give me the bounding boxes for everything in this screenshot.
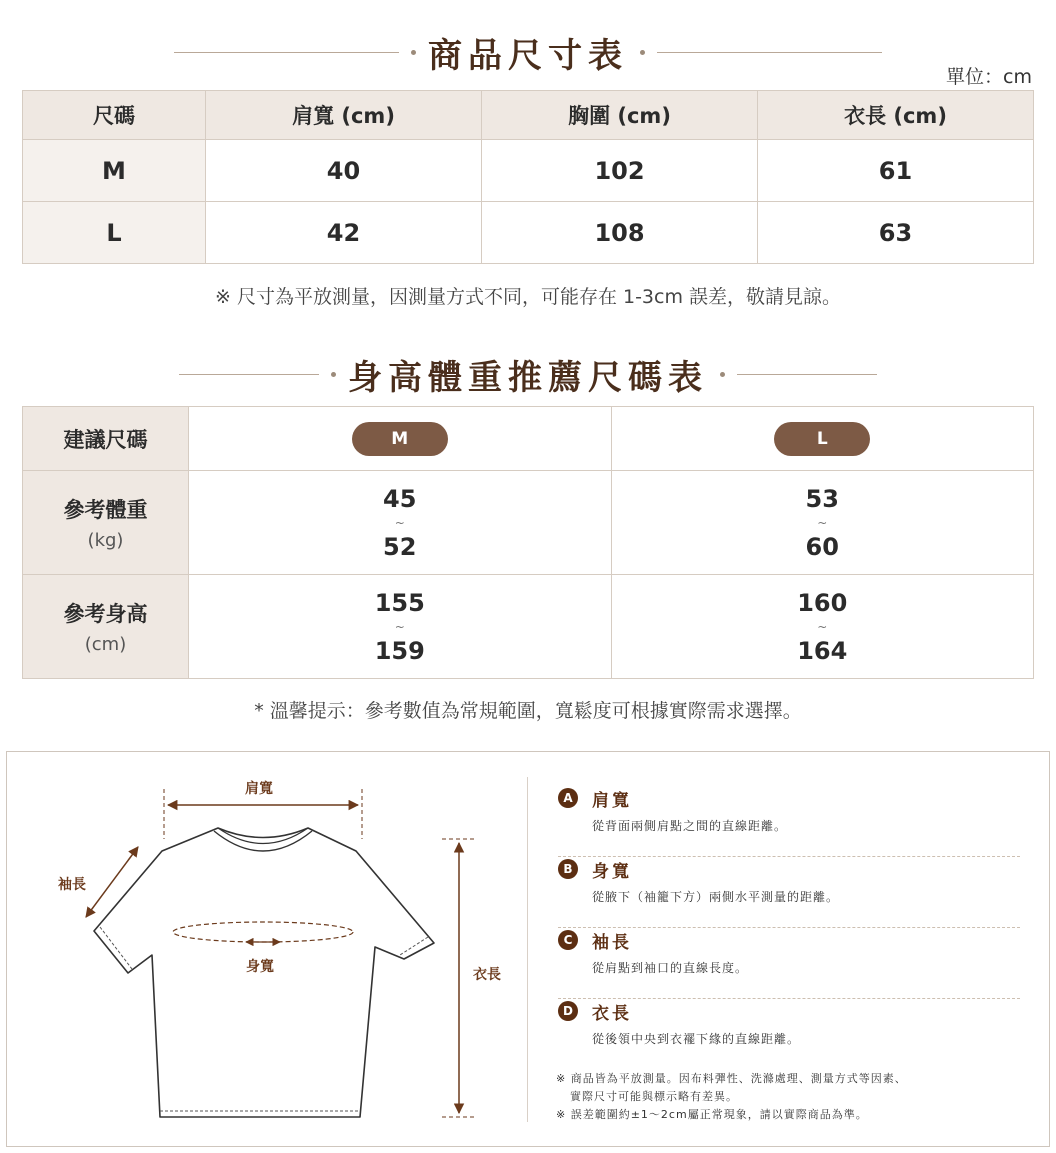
weight-unit: (kg) <box>87 530 124 551</box>
divider <box>174 52 399 53</box>
label-length: 衣長 <box>473 967 501 983</box>
list-item <box>558 999 1020 1069</box>
divider <box>737 374 877 375</box>
badge-a: A <box>558 788 578 808</box>
cell-chest: 102 <box>482 140 758 202</box>
badge-d: D <box>558 1001 578 1021</box>
table-row <box>23 202 1034 264</box>
header-chest: 胸圍 (cm) <box>482 91 758 140</box>
size-table <box>22 90 1034 264</box>
tilde: ~ <box>394 515 405 530</box>
dot-ornament <box>720 372 725 377</box>
cell-shoulder: 40 <box>206 140 482 202</box>
weight-max: 52 <box>383 532 417 561</box>
cell-length: 63 <box>758 202 1034 264</box>
table-header-row <box>23 91 1034 140</box>
size-pill-l: L <box>774 422 870 456</box>
header-size: 尺碼 <box>23 91 206 140</box>
badge-b: B <box>558 859 578 879</box>
table-row <box>23 575 1034 679</box>
dot-ornament <box>331 372 336 377</box>
rec-table-heading <box>0 350 1056 399</box>
footnote: ※ 商品皆為平放測量。因布料彈性、洗滌處理、測量方式等因素、 <box>556 1072 907 1085</box>
cell-size: L <box>23 202 206 264</box>
tilde: ~ <box>817 619 828 634</box>
table-row <box>23 140 1034 202</box>
divider <box>179 374 319 375</box>
label-chest: 身寬 <box>246 959 274 975</box>
recommendation-table <box>22 406 1034 679</box>
height-min: 155 <box>374 588 425 617</box>
dot-ornament <box>640 50 645 55</box>
divider <box>657 52 882 53</box>
list-item <box>558 786 1020 857</box>
height-min: 160 <box>797 588 848 617</box>
cell-height-l <box>611 575 1034 679</box>
weight-min: 45 <box>383 484 417 513</box>
size-table-title: 商品尺寸表 <box>428 36 628 76</box>
label-sleeve: 袖長 <box>58 877 86 893</box>
header-suggested-size: 建議尺碼 <box>23 407 189 471</box>
cell-length: 61 <box>758 140 1034 202</box>
cell-height-m <box>189 575 612 679</box>
size-table-heading <box>0 28 1056 77</box>
cell-size-l <box>611 407 1034 471</box>
item-title: 身寬 <box>592 862 632 882</box>
list-item <box>558 857 1020 928</box>
panel-divider <box>527 777 528 1122</box>
height-unit: (cm) <box>84 634 127 655</box>
height-max: 164 <box>797 636 848 665</box>
header-height <box>23 575 189 679</box>
rec-table-title: 身高體重推薦尺碼表 <box>348 358 708 398</box>
item-desc: 從腋下（袖籠下方）兩側水平測量的距離。 <box>592 890 840 904</box>
cell-size: M <box>23 140 206 202</box>
cell-size-m <box>189 407 612 471</box>
item-desc: 從肩點到袖口的直線長度。 <box>592 961 749 975</box>
tilde: ~ <box>817 515 828 530</box>
list-item <box>558 928 1020 999</box>
height-label: 參考身高 <box>63 602 148 626</box>
cell-weight-m <box>189 471 612 575</box>
item-title: 衣長 <box>592 1004 632 1024</box>
item-desc: 從背面兩側肩點之間的直線距離。 <box>592 819 788 833</box>
table-row <box>23 471 1034 575</box>
tilde: ~ <box>394 619 405 634</box>
footnote: ※ 誤差範圍約±1～2cm屬正常現象，請以實際商品為準。 <box>556 1108 868 1121</box>
item-title: 袖長 <box>592 933 632 953</box>
rec-table-note: * 溫馨提示：參考數值為常規範圍，寬鬆度可根據實際需求選擇。 <box>254 700 802 722</box>
measurement-list <box>558 786 1020 1069</box>
header-shoulder: 肩寬 (cm) <box>206 91 482 140</box>
label-shoulder: 肩寬 <box>245 781 273 797</box>
cell-chest: 108 <box>482 202 758 264</box>
dot-ornament <box>411 50 416 55</box>
tshirt-diagram <box>0 751 527 1147</box>
header-length: 衣長 (cm) <box>758 91 1034 140</box>
table-row <box>23 407 1034 471</box>
size-pill-m: M <box>352 422 448 456</box>
height-max: 159 <box>374 636 425 665</box>
badge-c: C <box>558 930 578 950</box>
header-weight <box>23 471 189 575</box>
cell-weight-l <box>611 471 1034 575</box>
unit-label: 單位：cm <box>946 66 1032 88</box>
weight-label: 參考體重 <box>63 498 148 522</box>
footnote: 實際尺寸可能與標示略有差異。 <box>570 1090 738 1103</box>
weight-max: 60 <box>805 532 839 561</box>
item-title: 肩寬 <box>592 791 632 811</box>
weight-min: 53 <box>805 484 839 513</box>
size-table-note: ※ 尺寸為平放測量，因測量方式不同，可能存在 1-3cm 誤差，敬請見諒。 <box>214 286 842 308</box>
cell-shoulder: 42 <box>206 202 482 264</box>
item-desc: 從後領中央到衣襬下緣的直線距離。 <box>592 1032 801 1046</box>
